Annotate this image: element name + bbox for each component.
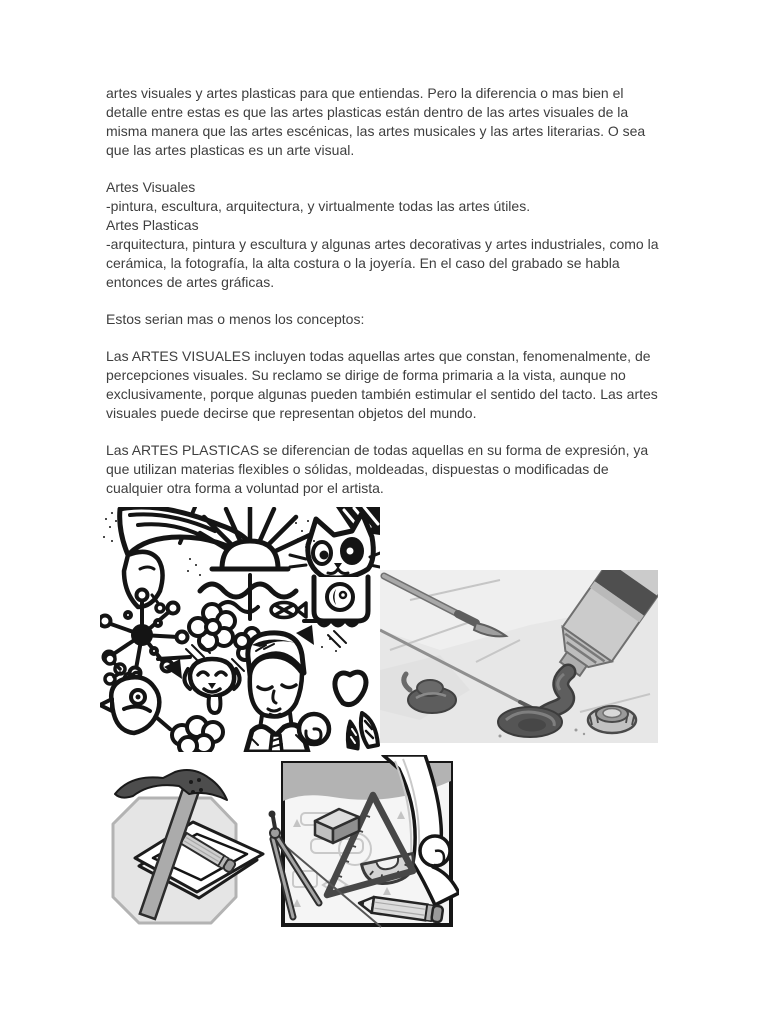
plastic-arts-paragraph xyxy=(106,441,666,498)
concepts-lead xyxy=(106,310,666,329)
paint-tube-svg xyxy=(380,570,658,743)
text-line: Estos serian mas o menos los conceptos: xyxy=(106,311,365,327)
definitions-list xyxy=(106,178,666,292)
text-line: -arquitectura, pintura y escultura y algunas artes decorativas y artes industriales, como la cerámica, la fotografía, la alta costura o la joyería. En el caso del grabado se habla entonces de artes gráficas. xyxy=(106,236,659,290)
text-line: artes visuales y artes plasticas para que entiendas. Pero la diferencia o mas bien el detalle entre estas es que las artes plasticas están dentro de las artes visuales de la misma manera que las artes escénicas, las artes musicales y las artes literarias. O sea que las artes plasticas es un arte visual. xyxy=(106,85,646,158)
visual-arts-paragraph xyxy=(106,347,666,423)
text-line: Las ARTES VISUALES incluyen todas aquellas artes que constan, fenomenalmente, de percepciones visuales. Su reclamo se dirige de forma primaria a la vista, aunque no exclusivamente, porque algunas pueden también estimular el sentido del tacto. Las artes visuales puede decirse que representan objetos del mundo. xyxy=(106,348,658,421)
pop-art-doodle-svg xyxy=(100,507,380,752)
text-line: Artes Visuales xyxy=(106,179,196,195)
drafting-tools-clipart xyxy=(263,755,459,933)
text-line: -pintura, escultura, arquitectura, y virtualmente todas las artes útiles. xyxy=(106,198,531,214)
pop-art-doodle-illustration xyxy=(100,507,380,752)
text-line: Las ARTES PLASTICAS se diferencian de todas aquellas en su forma de expresión, ya que utilizan materias flexibles o sólidas, moldeadas, dispuestas o modificadas de cualquier otra forma a voluntad por el artista. xyxy=(106,442,649,496)
intro-paragraph xyxy=(106,84,666,160)
t-square-and-pencil-clipart xyxy=(105,758,265,932)
document-text-column xyxy=(106,84,666,516)
drafting-tools-svg xyxy=(263,755,459,933)
t-square-svg xyxy=(105,758,265,932)
paint-tube-and-brush-illustration xyxy=(380,570,658,743)
text-line: Artes Plasticas xyxy=(106,217,199,233)
